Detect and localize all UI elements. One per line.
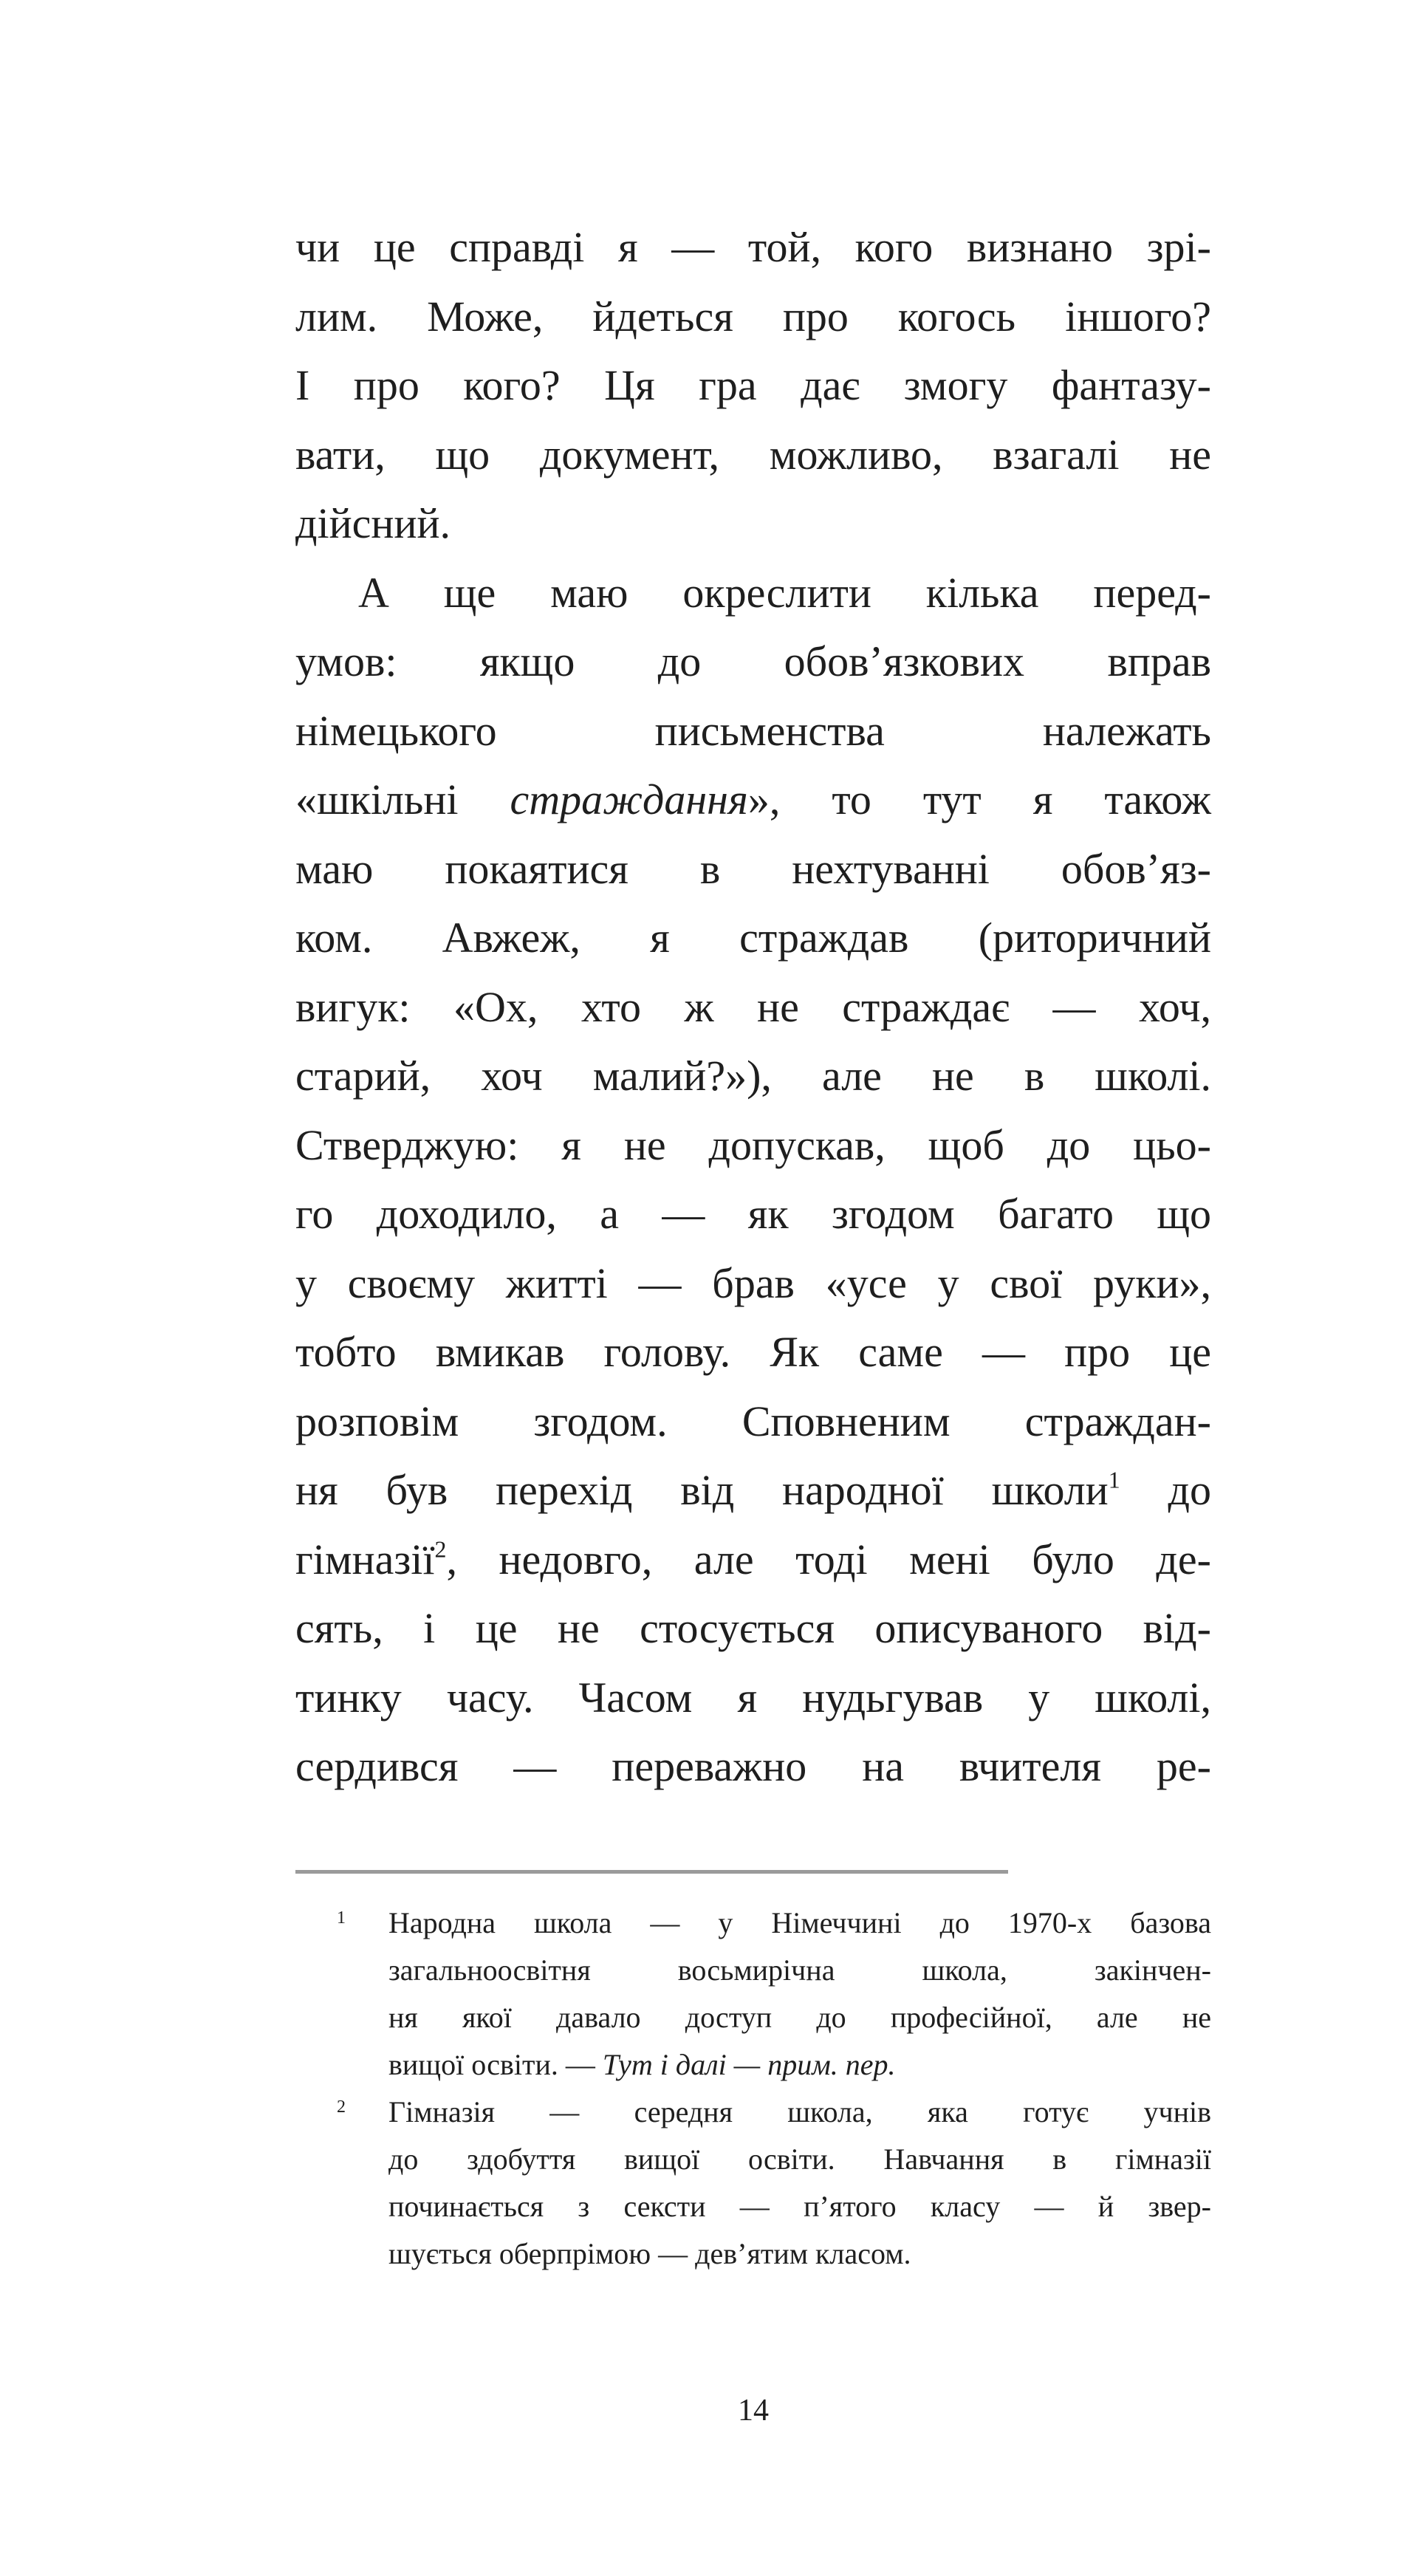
text-segment: тинку часу. Часом я нудьгував у школі, xyxy=(295,1673,1211,1722)
footnote-line xyxy=(388,2183,1211,2230)
text-segment: ком. Авжеж, я страждав (риторичний xyxy=(295,914,1211,962)
footnote-line xyxy=(388,1994,1211,2041)
footnote-ref: 2 xyxy=(434,1536,447,1563)
text-segment: ня якої давало доступ до професійної, але не xyxy=(388,2001,1211,2034)
footnote-ref: 1 xyxy=(1108,1467,1120,1493)
text-line xyxy=(295,1179,1211,1249)
text-line xyxy=(295,213,1211,282)
footnote-line xyxy=(388,2089,1211,2136)
text-segment: дійсний. xyxy=(295,499,451,547)
footnote-line xyxy=(388,1900,1211,1947)
text-segment: тобто вмикав голову. Як саме — про це xyxy=(295,1328,1211,1376)
text-line xyxy=(295,1249,1211,1318)
text-segment: розповім згодом. Сповненим страждан- xyxy=(295,1397,1211,1445)
footnote-line xyxy=(388,2136,1211,2183)
text-segment: німецького письменства належать xyxy=(295,706,1211,755)
text-line xyxy=(295,1041,1211,1111)
text-segment: Народна школа — у Німеччині до 1970-х базова xyxy=(388,1906,1211,1939)
text-segment: лим. Може, йдеться про когось іншого? xyxy=(295,292,1211,340)
text-segment: вищої освіти. — xyxy=(388,2048,603,2081)
text-segment: до xyxy=(1120,1466,1212,1514)
text-segment: вигук: «Ох, хто ж не страждає — хоч, xyxy=(295,982,1211,1031)
text-segment: у своєму житті — брав «усе у свої руки», xyxy=(295,1258,1211,1307)
text-line xyxy=(295,489,1211,558)
text-segment: маю покаятися в нехтуванні обов’яз- xyxy=(295,844,1211,893)
footnotes xyxy=(337,1900,1211,2278)
text-segment: вати, що документ, можливо, взагалі не xyxy=(295,430,1211,479)
text-segment: », то тут я також xyxy=(747,775,1211,823)
text-segment: , недовго, але тоді мені було де- xyxy=(446,1535,1211,1583)
text-line xyxy=(295,1594,1211,1663)
text-segment: сять, і це не стосується описуваного від- xyxy=(295,1604,1211,1652)
footnote-divider xyxy=(295,1870,1008,1874)
text-line xyxy=(295,1318,1211,1387)
text-segment: чи це справді я — той, кого визнано зрі- xyxy=(295,223,1211,271)
text-segment: умов: якщо до обов’язкових вправ xyxy=(295,637,1211,685)
text-segment: сердився — переважно на вчителя ре- xyxy=(295,1742,1211,1790)
text-line xyxy=(295,420,1211,490)
text-line xyxy=(295,835,1211,904)
text-segment: до здобуття вищої освіти. Навчання в гімназії xyxy=(388,2142,1211,2176)
text-segment: гімназії xyxy=(295,1535,435,1583)
footnote xyxy=(337,2089,1211,2278)
text-line xyxy=(295,765,1211,835)
text-line xyxy=(295,1387,1211,1456)
text-segment: починається з сексти — п’ятого класу — й звер- xyxy=(388,2190,1211,2223)
text-segment: шується оберпрімою — дев’ятим класом. xyxy=(388,2237,911,2270)
text-segment: А ще маю окреслити кілька перед- xyxy=(358,568,1211,617)
footnote-line xyxy=(388,2041,1211,2089)
text-line xyxy=(295,351,1211,420)
text-line xyxy=(295,696,1211,766)
italic-text: страждання xyxy=(510,775,748,823)
page-number: 14 xyxy=(738,2394,769,2428)
footnote xyxy=(337,1900,1211,2089)
footnote-line xyxy=(388,1947,1211,1994)
text-line xyxy=(295,973,1211,1042)
text-line xyxy=(295,1732,1211,1801)
text-segment: старий, хоч малий?»), але не в школі. xyxy=(295,1052,1211,1100)
text-segment: «шкільні xyxy=(295,775,510,823)
text-segment: го доходило, а — як згодом багато що xyxy=(295,1190,1211,1238)
text-line xyxy=(295,627,1211,696)
footnote-number: 2 xyxy=(337,2097,346,2117)
text-line xyxy=(295,903,1211,973)
text-line xyxy=(295,282,1211,352)
text-line xyxy=(295,558,1211,628)
footnote-number: 1 xyxy=(337,1908,346,1928)
text-line xyxy=(295,1111,1211,1180)
body-text xyxy=(295,213,1211,1801)
text-segment: І про кого? Ця гра дає змогу фантазу- xyxy=(295,361,1211,409)
text-segment: Гімназія — середня школа, яка готує учнів xyxy=(388,2095,1211,2128)
italic-text: Тут і далі — прим. пер. xyxy=(602,2048,896,2081)
text-line xyxy=(295,1456,1211,1525)
text-segment: загальноосвітня восьмирічна школа, закінчен- xyxy=(388,1953,1211,1987)
text-segment: Стверджую: я не допускав, щоб до цьо- xyxy=(295,1120,1211,1169)
text-line xyxy=(295,1663,1211,1733)
footnote-line xyxy=(388,2230,1211,2278)
text-line xyxy=(295,1525,1211,1594)
text-segment: ня був перехід від народної школи xyxy=(295,1466,1109,1514)
